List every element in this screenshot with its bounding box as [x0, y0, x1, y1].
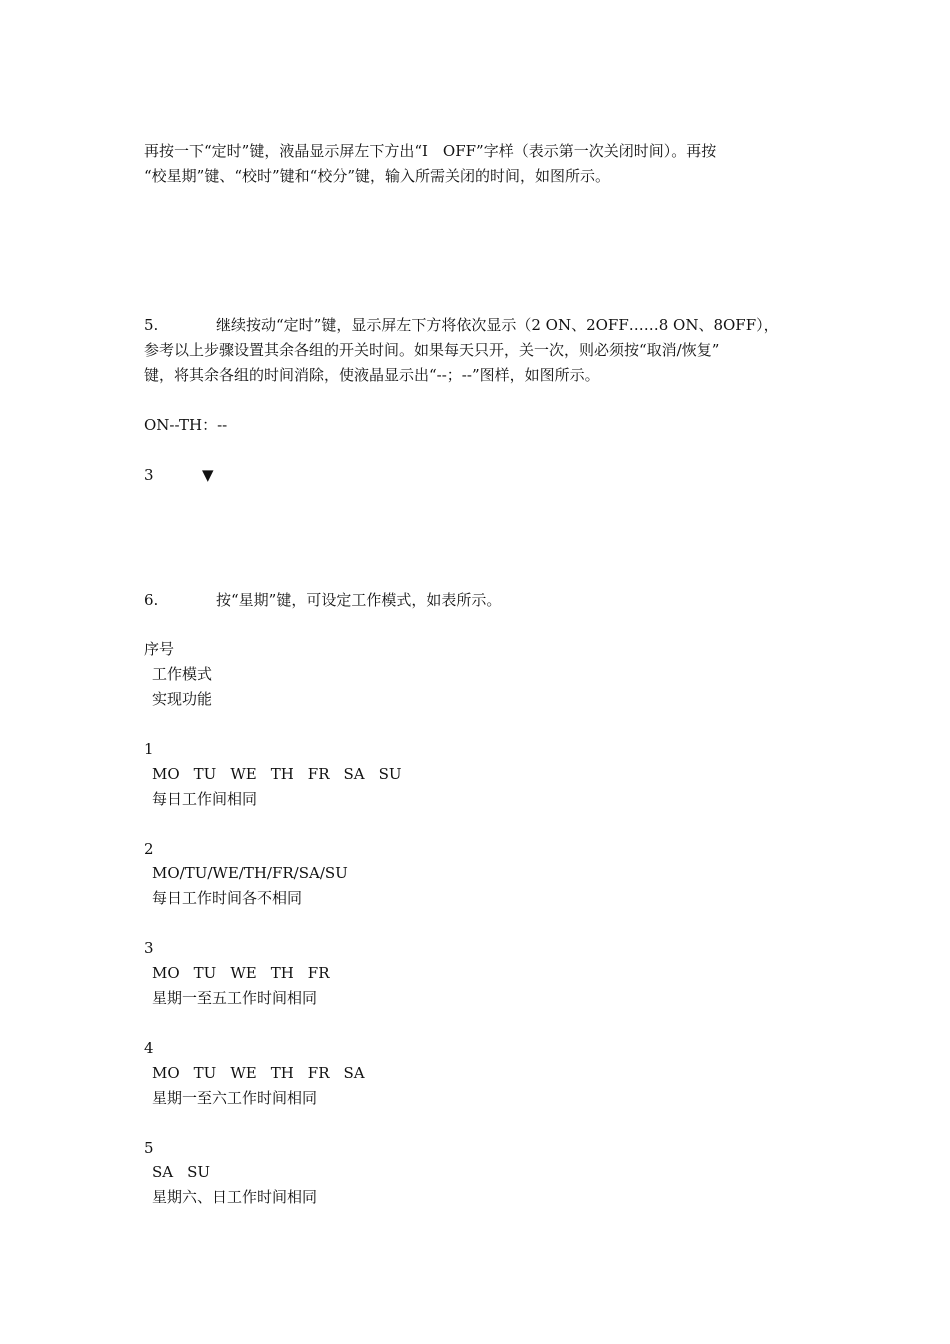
table-row-5-mode [144, 1160, 224, 1185]
day-label: TU [193, 1064, 217, 1082]
day-label: FR [307, 964, 330, 982]
day-label: SA [152, 1163, 174, 1181]
day-label: WE [230, 1064, 257, 1082]
day-label: WE [230, 765, 257, 783]
day-label: TH [270, 1064, 294, 1082]
table-row-2-function: 每日工作时间各不相同 [152, 889, 303, 907]
step6-line [144, 588, 501, 613]
table-row-5-function: 星期六、日工作时间相同 [152, 1188, 318, 1206]
table-row-3-id: 3 [144, 939, 154, 957]
day-label: SU [187, 1163, 211, 1181]
day-label: MO [152, 1064, 180, 1082]
day-label: WE [230, 964, 257, 982]
day-label: TU [193, 964, 217, 982]
table-row-1-function: 每日工作间相同 [152, 790, 258, 808]
day-label: SU [378, 765, 402, 783]
table-row-4-id: 4 [144, 1039, 154, 1057]
table-row-5-id: 5 [144, 1139, 154, 1157]
table-row-4-function: 星期一至六工作时间相同 [152, 1089, 318, 1107]
step5-paragraph [144, 313, 824, 388]
display-text: ON--TH：-- [144, 416, 228, 434]
day-label: FR [307, 1064, 330, 1082]
table-row-3-mode [144, 961, 343, 986]
table-header-mode: 工作模式 [152, 665, 213, 683]
table-row-1-id: 1 [144, 740, 154, 758]
step5-line-1-text: 继续按动“定时”键，显示屏左下方将依次显示（2 ON、2OFF……8 ON、8OFF）， [216, 316, 779, 334]
day-label: FR [307, 765, 330, 783]
down-triangle-icon: ▼ [202, 466, 214, 484]
day-label: TH [270, 765, 294, 783]
day-label: TH [270, 964, 294, 982]
intro-paragraph [144, 139, 824, 189]
intro-line-2: “校星期”键、“校时”键和“校分”键，输入所需关闭的时间，如图所示。 [144, 167, 611, 185]
table-row-2-mode: MO/TU/WE/TH/FR/SA/SU [152, 864, 348, 882]
table-row-2-id: 2 [144, 840, 154, 858]
step6-text: 按“星期”键，可设定工作模式，如表所示。 [216, 591, 502, 609]
step5-line-3: 键，将其余各组的时间消除，使液晶显示出“--；--”图样，如图所示。 [144, 366, 600, 384]
table-row-3-function: 星期一至五工作时间相同 [152, 989, 318, 1007]
step5-line-2: 参考以上步骤设置其余各组的开关时间。如果每天只开，关一次，则必须按“取消/恢复” [144, 341, 720, 359]
day-label: MO [152, 964, 180, 982]
step6-number: 6. [144, 591, 159, 609]
day-label: SA [343, 765, 365, 783]
step5-number: 5. [144, 316, 159, 334]
table-row-4-mode [144, 1061, 379, 1086]
day-label: MO [152, 765, 180, 783]
table-row-1-mode [144, 762, 416, 787]
intro-line-1: 再按一下“定时”键，液晶显示屏左下方出“I OFF”字样（表示第一次关闭时间）。再按 [144, 142, 717, 160]
table-header-function: 实现功能 [152, 690, 213, 708]
day-label: TU [193, 765, 217, 783]
step5-line-1 [144, 313, 824, 338]
table-header-id: 序号 [144, 640, 175, 658]
day-label: SA [343, 1064, 365, 1082]
display-digit: 3 [144, 466, 154, 484]
